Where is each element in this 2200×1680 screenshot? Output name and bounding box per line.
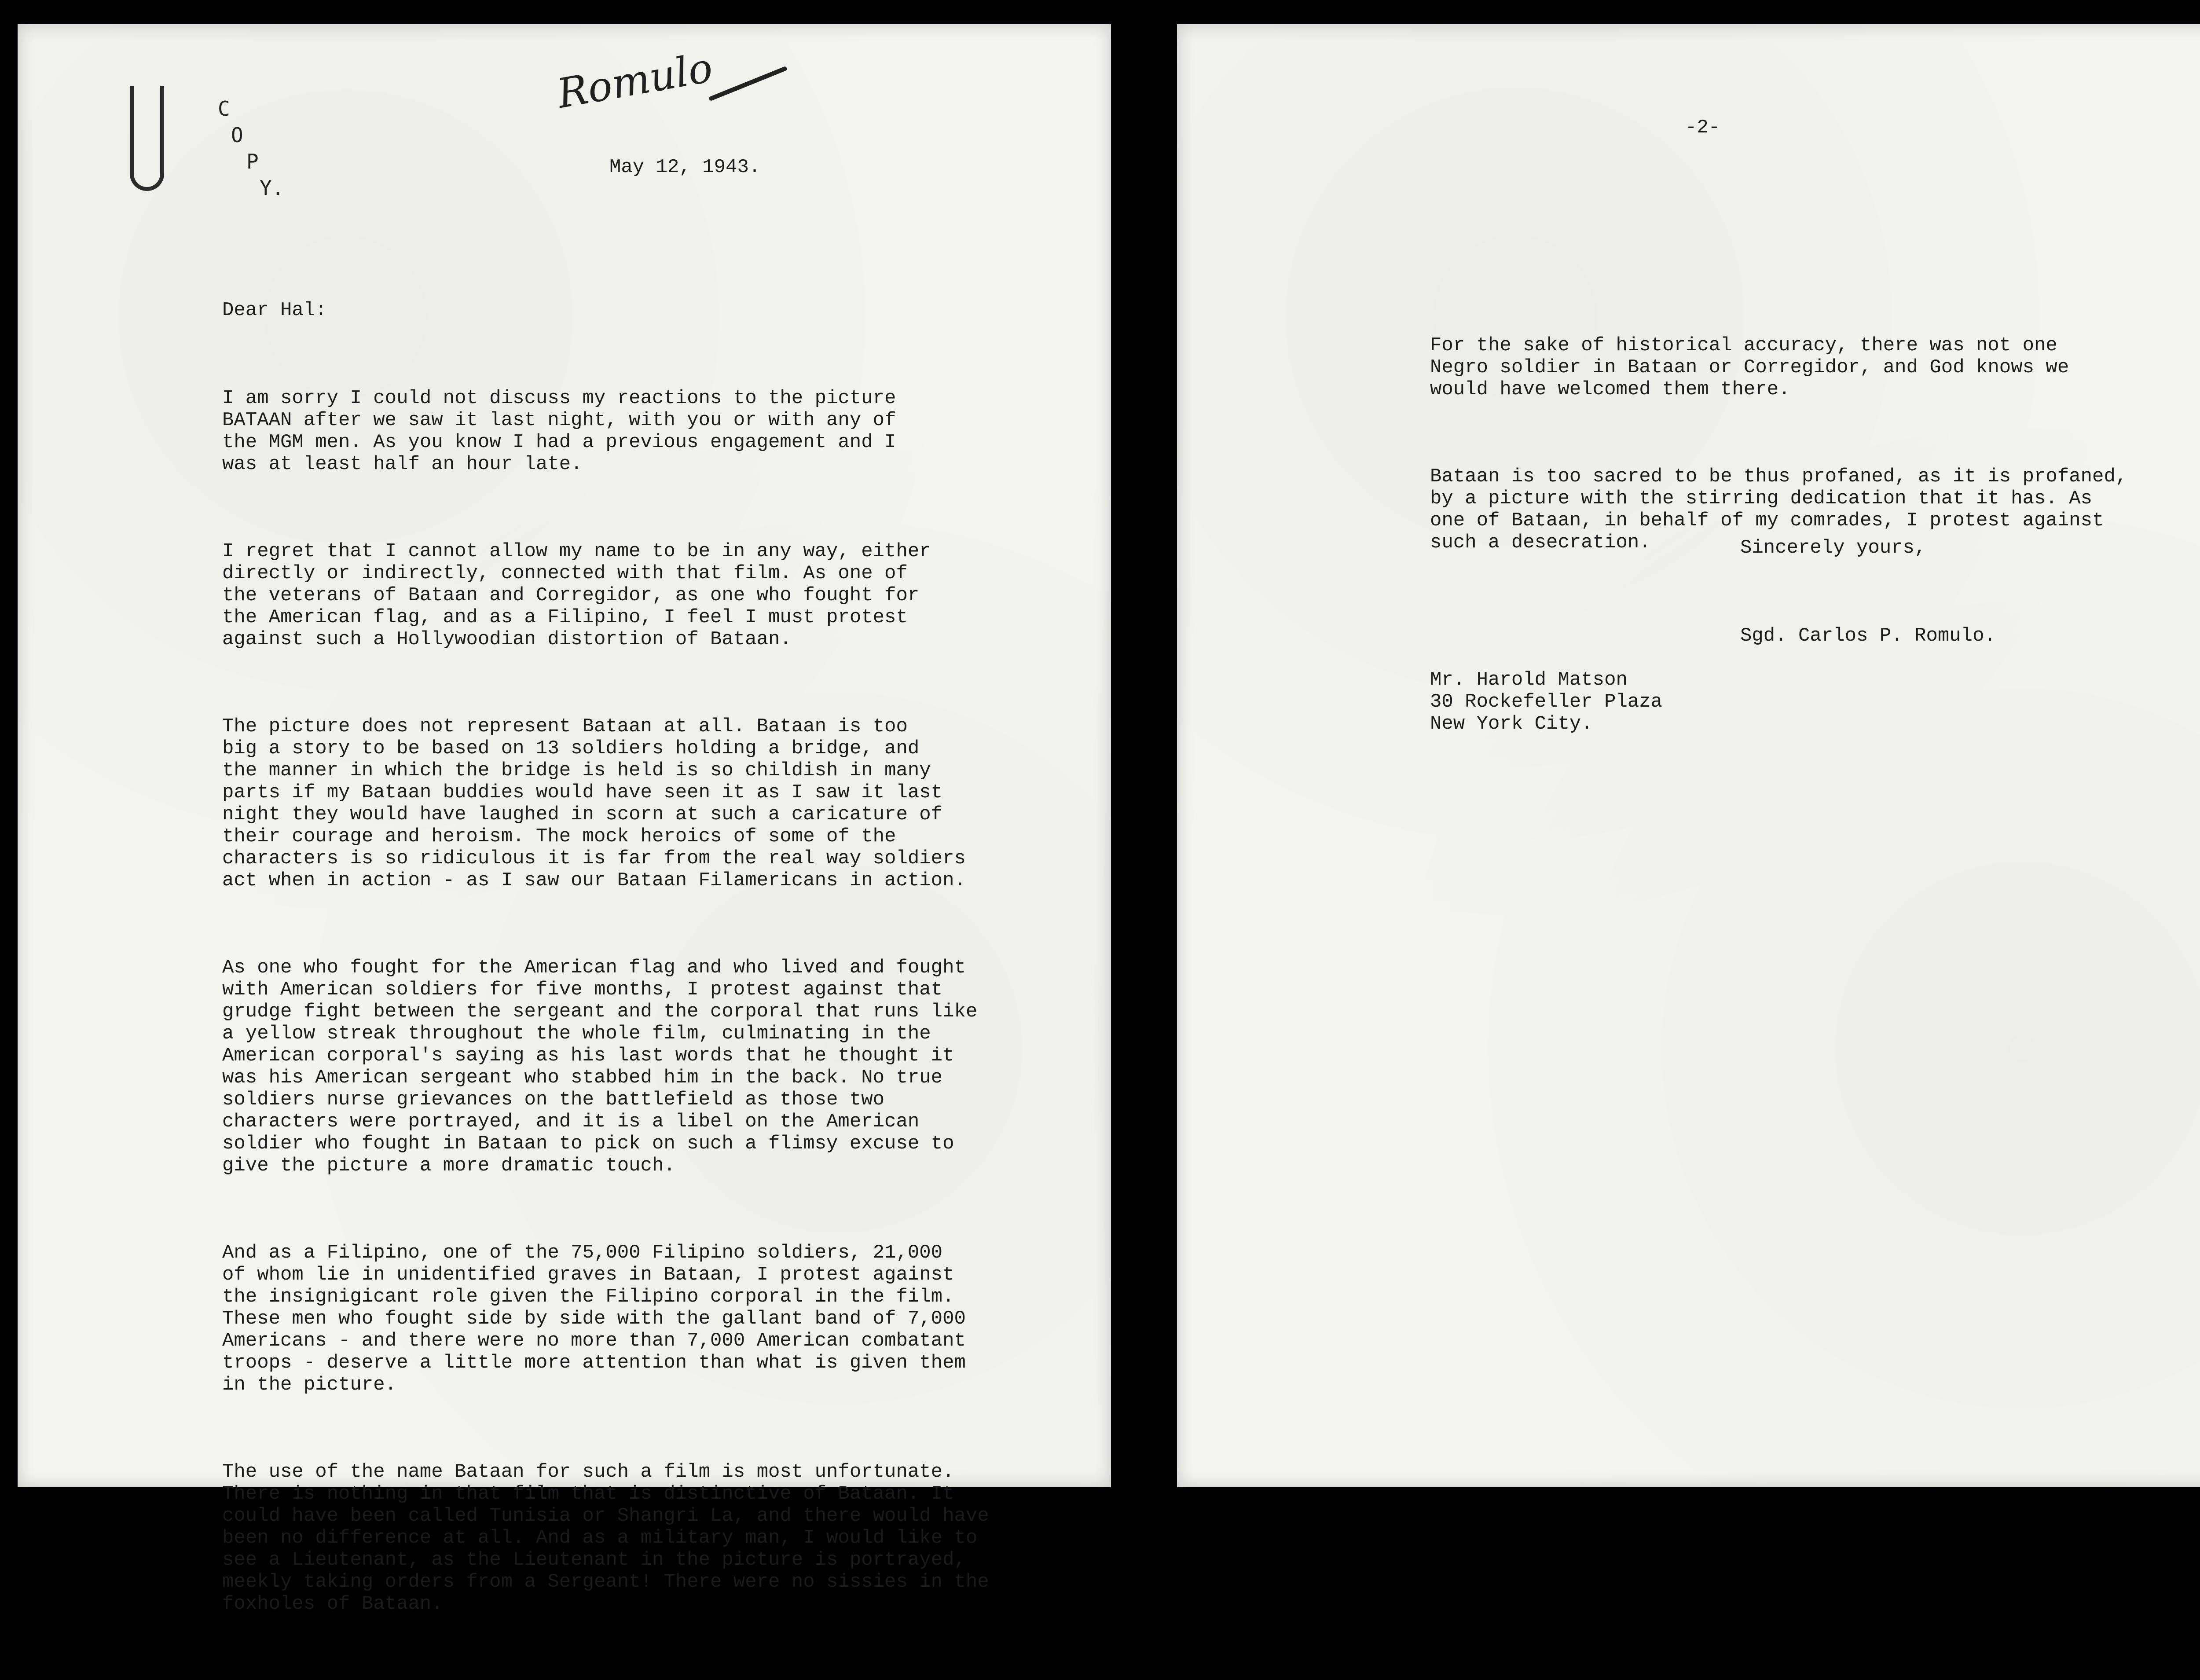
body-paragraph: For the sake of historical accuracy, there was not one Negro soldier in Bataan or Corregidor, and God knows we would have welcomed them there. [1430,334,2069,400]
copy-stamp-letter: P [246,150,259,173]
page-number: -2- [1685,117,1720,139]
paperclip-mark-icon [130,86,164,191]
letter-page-2 [1177,24,2200,1487]
letter-date: May 12, 1943. [609,156,761,178]
body-paragraph: I am sorry I could not discuss my reactions to the picture BATAAN after we saw it last night, with you or with any of the MGM men. As you know I had a previous engagement and I was at least half an hour late. [222,387,896,475]
body-paragraph: And as a Filipino, one of the 75,000 Filipino soldiers, 21,000 of whom lie in unidentified graves in Bataan, I protest against the insignigicant role given the Filipino corporal in the film. These men who fought side by side with the gallant band of 7,000 Americans - and there were no more than 7,000 American combatant troops - deserve a little more attention than what is given them in the picture. [222,1242,966,1396]
body-paragraph: I regret that I cannot allow my name to be in any way, either directly or indirectly, connected with that film. As one of the veterans of Bataan and Corregidor, as one who fought for the American flag, and as a Filipino, I feel I must protest against such a Hollywoodian distortion of Bataan. [222,540,931,650]
body-paragraph: The picture does not represent Bataan at all. Bataan is too big a story to be based on 13 soldiers holding a bridge, and the manner in which the bridge is held is so childish in many parts if my Bataan buddies would have seen it as I saw it last night they would have laughed in scorn at such a caricature of their courage and heroism. The mock heroics of some of the characters is so ridiculous it is far from the real way soldiers act when in action - as I saw our Bataan Filamericans in action. [222,715,966,891]
letter-body [1430,290,2200,619]
handwritten-annotation: Romulo [554,44,716,118]
body-paragraph: The use of the name Bataan for such a film is most unfortunate. There is nothing in that film that is distinctive of Bataan. It could have been called Tunisia or Shangri La, and there would have been no difference at all. And as a military man, I would like to see a Lieutenant, as the Lieutenant in the picture is portrayed, meekly taking orders from a Sergeant! There were no sissies in the foxholes of Bataan. [222,1461,989,1615]
recipient-city: New York City. [1430,713,1593,735]
copy-stamp-letter: Y. [260,176,284,200]
handwritten-check-icon [708,66,788,101]
closing: Sincerely yours, [1740,537,1926,559]
body-paragraph: As one who fought for the American flag and who lived and fought with American soldiers for five months, I protest against that grudge fight between the sergeant and the corporal that runs like a yellow streak throughout the whole film, culminating in the American corporal's saying as his last words that he thought it was his American sergeant who stabbed him in the back. No true soldiers nurse grievances on the battlefield as those two characters were portrayed, and it is a libel on the American soldier who fought in Bataan to pick on such a flimsy excuse to give the picture a more dramatic touch. [222,957,978,1177]
signature: Sgd. Carlos P. Romulo. [1740,625,1996,647]
recipient-street: 30 Rockefeller Plaza [1430,691,1663,713]
recipient-name: Mr. Harold Matson [1430,669,1628,691]
letter-salutation: Dear Hal: [222,299,327,321]
body-paragraph: Bataan is too sacred to be thus profaned, as it is profaned, by a picture with the stirring dedication that it has. As one of Bataan, in behalf of my comrades, I protest against such a desecration. [1430,466,2127,554]
copy-stamp-letter: O [231,123,243,147]
copy-stamp-letter: C [218,97,230,121]
letter-page-1 [18,24,1111,1615]
letter-body [222,343,1058,1680]
